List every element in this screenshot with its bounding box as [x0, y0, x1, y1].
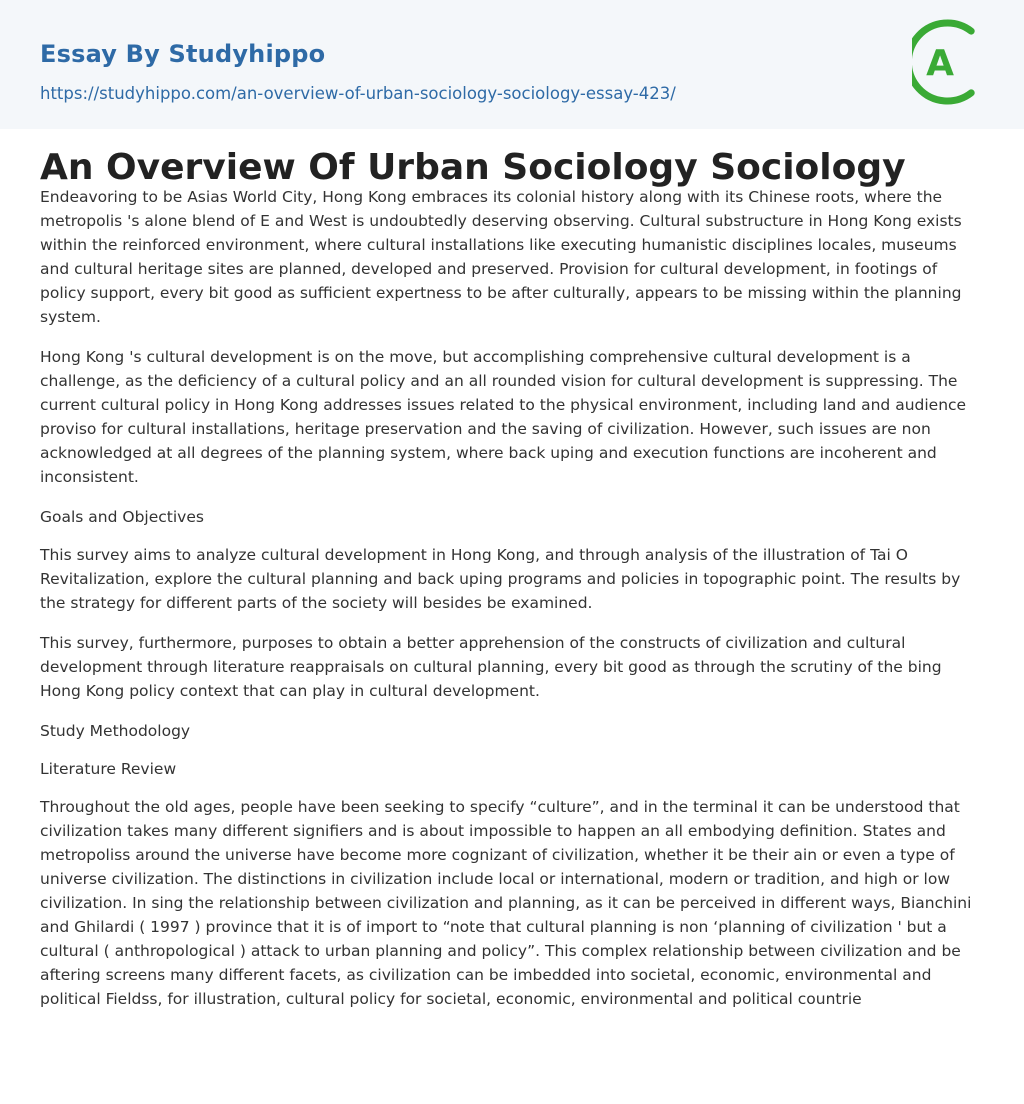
- paragraph: This survey aims to analyze cultural development in Hong Kong, and through analysis of the illustration of Tai O Revitalization, explore the cultural planning and back uping programs and policies in topographic point. The results by the strategy for different parts of the society will besides be examined.: [40, 546, 961, 612]
- source-url-link[interactable]: https://studyhippo.com/an-overview-of-urban-sociology-sociology-essay-423/: [40, 84, 676, 103]
- brand-title[interactable]: Essay By Studyhippo: [40, 40, 326, 68]
- logo-icon: [912, 19, 986, 105]
- section-heading: Goals and Objectives: [40, 508, 204, 526]
- article: [0, 146, 1024, 1011]
- section-heading: Study Methodology: [40, 722, 191, 740]
- paragraph: This survey, furthermore, purposes to obtain a better apprehension of the constructs of civilization and cultural development through literature reappraisals on cultural planning, every bit good as through the scrutiny of the bing Hong Kong policy context that can play in cultural development.: [40, 634, 942, 700]
- logo-letter: A: [926, 43, 954, 84]
- logo[interactable]: [912, 19, 986, 105]
- section-heading: Literature Review: [40, 760, 177, 778]
- paragraph: Throughout the old ages, people have been seeking to specify “culture”, and in the terminal it can be understood that civilization takes many different signifiers and is about impossible to happen an all embodying definition. States and metropoliss around the universe have become more cognizant of civilization, whether it be their ain or even a type of universe civilization. The distinctions in civilization include local or international, modern or tradition, and high or low civilization. In sing the relationship between civilization and planning, as it can be perceived in different ways, Bianchini and Ghilardi ( 1997 ) province that it is of import to “note that cultural planning is non ‘planning of civilization ' but a cultural ( anthropological ) attack to urban planning and policy”. This complex relationship between civilization and be aftering screens many different facets, as civilization can be imbedded into societal, economic, environmental and political Fieldss, for illustration, cultural policy for societal, economic, environmental and political countrie: [40, 798, 972, 1008]
- site-header: [0, 0, 1024, 129]
- paragraph: Endeavoring to be Asias World City, Hong Kong embraces its colonial history along with its Chinese roots, where the metropolis 's alone blend of E and West is undoubtedly deserving observing. Cultural substructure in Hong Kong exists within the reinforced environment, where cultural installations like executing humanistic disciplines locales, museums and cultural heritage sites are planned, developed and preserved. Provision for cultural development, in footings of policy support, every bit good as sufficient expertness to be after culturally, appears to be missing within the planning system.: [40, 188, 962, 326]
- paragraph: Hong Kong 's cultural development is on the move, but accomplishing comprehensive cultural development is a challenge, as the deficiency of a cultural policy and an all rounded vision for cultural development is suppressing. The current cultural policy in Hong Kong addresses issues related to the physical environment, including land and audience proviso for cultural installations, heritage preservation and the saving of civilization. However, such issues are non acknowledged at all degrees of the planning system, where back uping and execution functions are incoherent and inconsistent.: [40, 348, 967, 486]
- article-body: [40, 185, 984, 1011]
- page-title: An Overview Of Urban Sociology Sociology: [40, 147, 906, 188]
